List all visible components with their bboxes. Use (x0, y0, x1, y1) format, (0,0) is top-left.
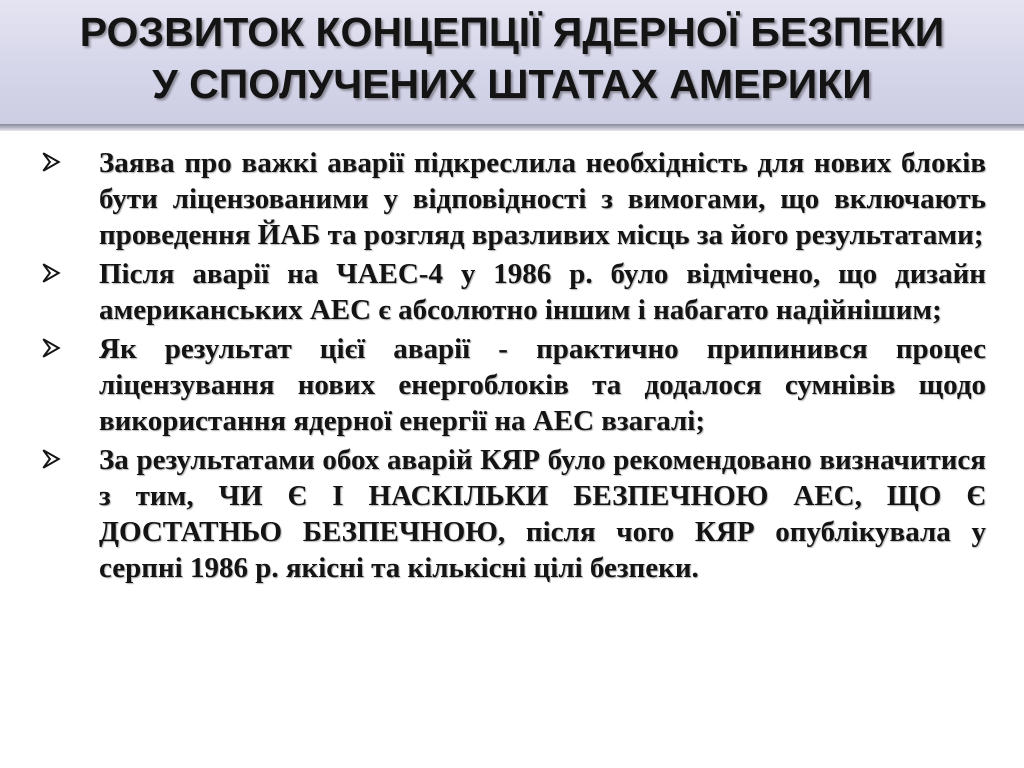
bullet-text: За результатами обох аварій КЯР було рекомендовано визначитися з тим, ЧИ Є І НАСКІЛЬКИ БЕЗПЕЧНОЮ АЕС, ЩО Є ДОСТАТНЬО БЕЗПЕЧНОЮ, після чого КЯР опублікувала у серпні 1986 р. якісні та кількісні цілі безпеки. (99, 444, 986, 584)
arrow-bullet-icon (40, 448, 62, 470)
bullet-text: Після аварії на ЧАЕС-4 у 1986 р. було відмічено, що дизайн американських АЕС є абсолютно іншим і набагато надійнішим; (99, 258, 986, 326)
bullet-text: Як результат цієї аварії - практично припинився процес ліцензування нових енергоблоків та додалося сумнівів щодо використання ядерної енергії на АЕС взагалі; (99, 333, 986, 437)
title-line-2: У СПОЛУЧЕНИХ ШТАТАХ АМЕРИКИ (152, 61, 872, 107)
bullet-item (0, 256, 1024, 328)
bullet-item (0, 145, 1024, 253)
title-band (0, 0, 1024, 124)
arrow-bullet-icon (40, 151, 62, 173)
title-divider (0, 124, 1024, 131)
slide-title (0, 6, 1024, 110)
title-line-1: РОЗВИТОК КОНЦЕПЦІЇ ЯДЕРНОЇ БЕЗПЕКИ (79, 9, 945, 55)
bullet-list (0, 145, 1024, 589)
arrow-bullet-icon (40, 337, 62, 359)
bullet-text: Заява про важкі аварії підкреслила необхідність для нових блоків бути ліцензованими у відповідності з вимогами, що включають проведення ЙАБ та розгляд вразливих місць за його результатами; (99, 147, 986, 251)
arrow-bullet-icon (40, 262, 62, 284)
bullet-item (0, 442, 1024, 586)
bullet-item (0, 331, 1024, 439)
